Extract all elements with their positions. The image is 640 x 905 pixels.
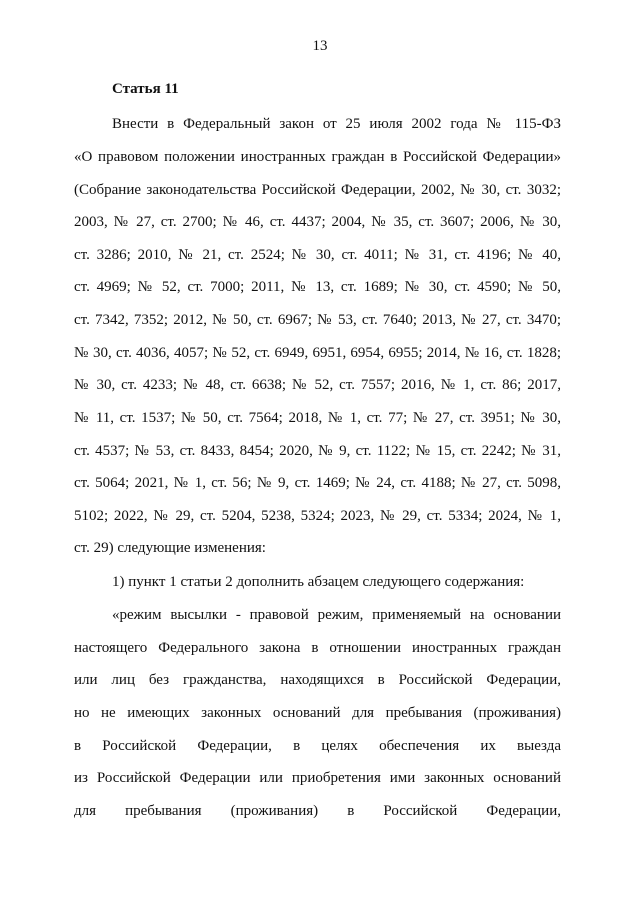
text-line: или лиц без гражданства, находящихся в Российской Федерации, [74,672,561,688]
text-line: ст. 7342, 7352; 2012, № 50, ст. 6967; № 53, ст. 7640; 2013, № 27, ст. 3470; [74,312,561,328]
text-line: № 11, ст. 1537; № 50, ст. 7564; 2018, № 1, ст. 77; № 27, ст. 3951; № 30, [74,410,561,426]
text-line: 5102; 2022, № 29, ст. 5204, 5238, 5324; 2023, № 29, ст. 5334; 2024, № 1, [74,508,561,524]
text-line: № 30, ст. 4036, 4057; № 52, ст. 6949, 6951, 6954, 6955; 2014, № 16, ст. 1828; [74,345,561,361]
text-line: Внести в Федеральный закон от 25 июля 2002 года № 115-ФЗ [112,116,561,132]
page-number: 13 [312,38,328,54]
text-line: ст. 5064; 2021, № 1, ст. 56; № 9, ст. 1469; № 24, ст. 4188; № 27, ст. 5098, [74,475,561,491]
text-line: ст. 29) следующие изменения: [74,540,266,556]
text-line: ст. 4969; № 52, ст. 7000; 2011, № 13, ст. 1689; № 30, ст. 4590; № 50, [74,279,561,295]
text-line: «режим высылки - правовой режим, применяемый на основании [112,607,561,623]
article-title: Статья 11 [112,81,179,97]
text-line: но не имеющих законных оснований для пребывания (проживания) [74,705,561,721]
text-line: ст. 4537; № 53, ст. 8433, 8454; 2020, № 9, ст. 1122; № 15, ст. 2242; № 31, [74,443,561,459]
text-line: для пребывания (проживания) в Российской Федерации, [74,803,561,819]
text-line: № 30, ст. 4233; № 48, ст. 6638; № 52, ст. 7557; 2016, № 1, ст. 86; 2017, [74,377,561,393]
text-line: из Российской Федерации или приобретения ими законных оснований [74,770,561,786]
text-line: (Собрание законодательства Российской Федерации, 2002, № 30, ст. 3032; [74,182,561,198]
text-line: настоящего Федерального закона в отношении иностранных граждан [74,640,561,656]
text-line: ст. 3286; 2010, № 21, ст. 2524; № 30, ст. 4011; № 31, ст. 4196; № 40, [74,247,561,263]
text-line: 1) пункт 1 статьи 2 дополнить абзацем следующего содержания: [112,574,525,590]
text-line: в Российской Федерации, в целях обеспечения их выезда [74,738,561,754]
text-line: 2003, № 27, ст. 2700; № 46, ст. 4437; 2004, № 35, ст. 3607; 2006, № 30, [74,214,561,230]
text-line: «О правовом положении иностранных граждан в Российской Федерации» [74,149,561,165]
